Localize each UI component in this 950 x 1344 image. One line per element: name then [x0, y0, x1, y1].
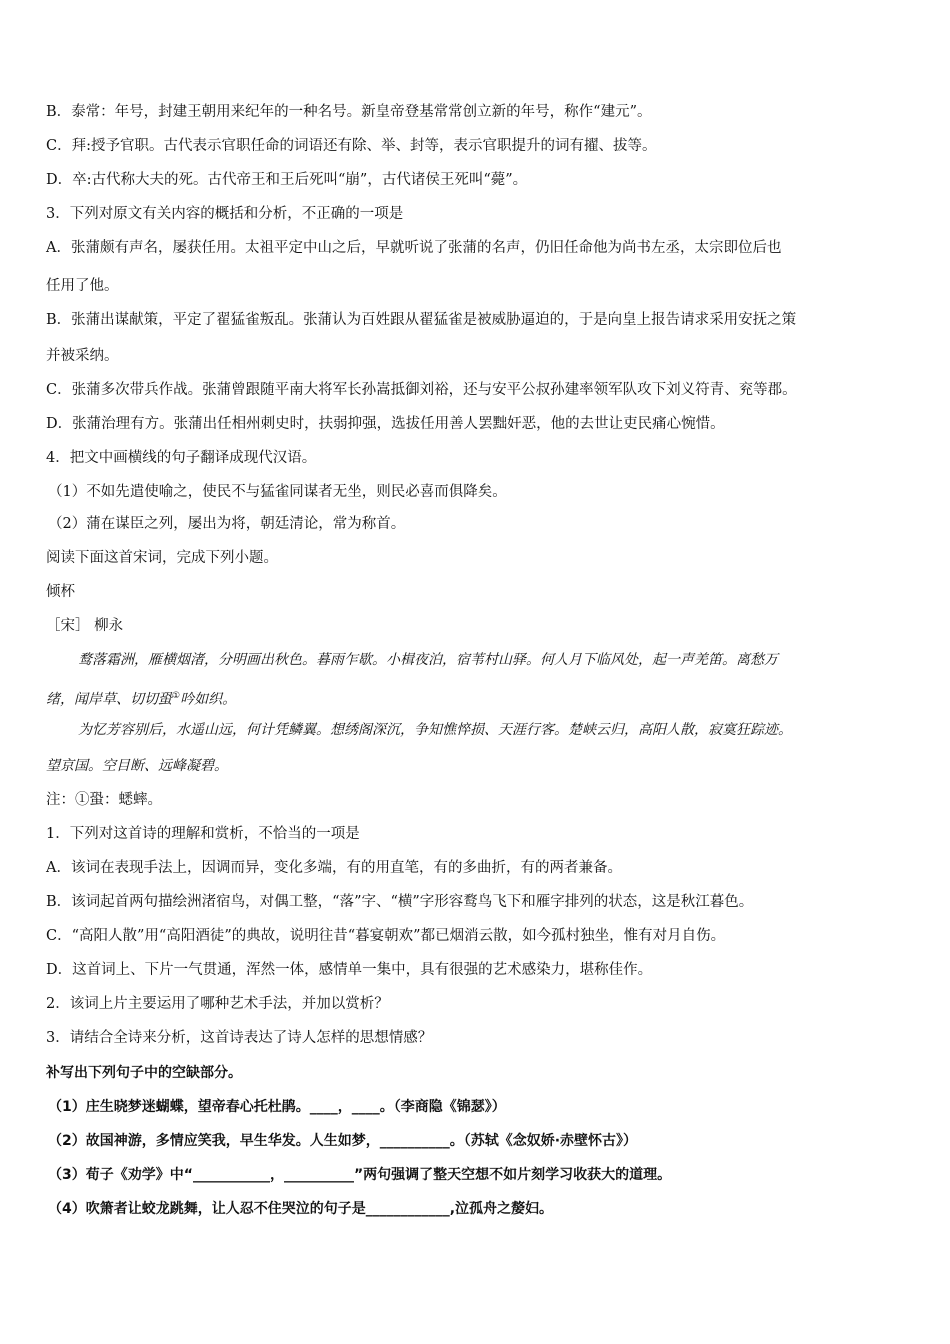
q4-sentence-2: （2）蒲在谋臣之列，屡出为将，朝廷清论，常为称首。 — [48, 516, 406, 532]
poem-intro: 阅读下面这首宋词，完成下列小题。 — [46, 550, 278, 566]
fill-sentence-4: （4）吹箫者让蛟龙跳舞，让人忍不住哭泣的句子是____________,泣孤舟之嫠妇。 — [48, 1201, 554, 1217]
q2-option-c: C．拜:授予官职。古代表示官职任命的词语还有除、举、封等，表示官职提升的词有擢、拔等。 — [46, 138, 657, 154]
fill-sentence-3: （3）荀子《劝学》中“___________，__________”两句强调了整天空想不如片刻学习收获大的道理。 — [48, 1167, 672, 1183]
poem-title: 倾杯 — [46, 584, 75, 600]
fill-sentence-2: （2）故国神游，多情应笑我，早生华发。人生如梦，__________。（苏轼《念奴娇·赤壁怀古》） — [48, 1133, 638, 1149]
fill-sentence-1: （1）庄生晓梦迷蝴蝶，望帝春心托杜鹃。____，____。（李商隐《锦瑟》） — [48, 1099, 506, 1115]
poem-q1-stem: 1．下列对这首诗的理解和赏析，不恰当的一项是 — [46, 826, 360, 842]
poem-q1-option-c: C．“高阳人散”用“高阳酒徒”的典故，说明往昔“暮宴朝欢”都已烟消云散，如今孤村独坐，惟有对月自伤。 — [46, 928, 726, 944]
poem-q1-option-b: B．该词起首两句描绘洲渚宿鸟，对偶工整，“落”字、“横”字形容鹜鸟飞下和雁字排列的状态，这是秋江暮色。 — [46, 894, 754, 910]
poem-stanza-1: 鹜落霜洲，雁横烟渚，分明画出秋色。暮雨乍歇。小楫夜泊，宿苇村山驿。何人月下临风处，起一声羌笛。离愁万 — [78, 652, 778, 668]
poem-stanza-2: 为忆芳容别后，水遥山远，何计凭鳞翼。想绣阁深沉，争知憔悴损、天涯行客。楚峡云归，高阳人散，寂寞狂踪迹。 — [78, 722, 792, 738]
q3-option-b-cont: 并被采纳。 — [46, 348, 119, 364]
poem-q2: 2．该词上片主要运用了哪种艺术手法，并加以赏析？ — [46, 996, 389, 1012]
poem-q3: 3．请结合全诗来分析，这首诗表达了诗人怎样的思想情感？ — [46, 1030, 433, 1046]
q3-option-a: A．张蒲颇有声名，屡获任用。太祖平定中山之后，早就听说了张蒲的名声，仍旧任命他为尚书左丞，太宗即位后也 — [46, 240, 782, 256]
poem-q1-option-d: D．这首词上、下片一气贯通，浑然一体，感情单一集中，具有很强的艺术感染力，堪称佳作。 — [46, 962, 653, 978]
poem-note: 注：①蛩：蟋蟀。 — [46, 792, 162, 808]
q3-option-b: B．张蒲出谋献策，平定了翟猛雀叛乱。张蒲认为百姓跟从翟猛雀是被威胁逼迫的，于是向皇上报告请求采用安抚之策 — [46, 312, 797, 328]
q4-stem: 4．把文中画横线的句子翻译成现代汉语。 — [46, 450, 317, 466]
q3-option-d: D．张蒲治理有方。张蒲出任相州刺史时，扶弱抑强，选拔任用善人罢黜奸恶，他的去世让吏民痛心惋惜。 — [46, 416, 725, 432]
poem-stanza-1-cont: 绪，闻岸草、切切蛩①吟如织。 — [46, 691, 237, 708]
footnote-marker: ① — [172, 691, 181, 701]
q3-stem: 3．下列对原文有关内容的概括和分析，不正确的一项是 — [46, 206, 404, 222]
poem-stanza-2-cont: 望京国。空目断、远峰凝碧。 — [46, 758, 228, 774]
poem-author: ［宋］ 柳永 — [46, 618, 124, 634]
q3-option-a-cont: 任用了他。 — [46, 278, 119, 294]
q2-option-b: B．泰常：年号，封建王朝用来纪年的一种名号。新皇帝登基常常创立新的年号，称作“建元”。 — [46, 104, 652, 120]
q2-option-d: D．卒:古代称大夫的死。古代帝王和王后死叫“崩”，古代诸侯王死叫“薨”。 — [46, 172, 528, 188]
q3-option-c: C．张蒲多次带兵作战。张蒲曾跟随平南大将军长孙嵩抵御刘裕，还与安平公叔孙建率领军队攻下刘义符青、兖等郡。 — [46, 382, 797, 398]
poem-q1-option-a: A．该词在表现手法上，因调而异，变化多端，有的用直笔，有的多曲折，有的两者兼备。 — [46, 860, 622, 876]
q4-sentence-1: （1）不如先遣使喻之，使民不与猛雀同谋者无坐，则民必喜而俱降矣。 — [48, 484, 507, 500]
fill-section-title: 补写出下列句子中的空缺部分。 — [46, 1065, 242, 1081]
